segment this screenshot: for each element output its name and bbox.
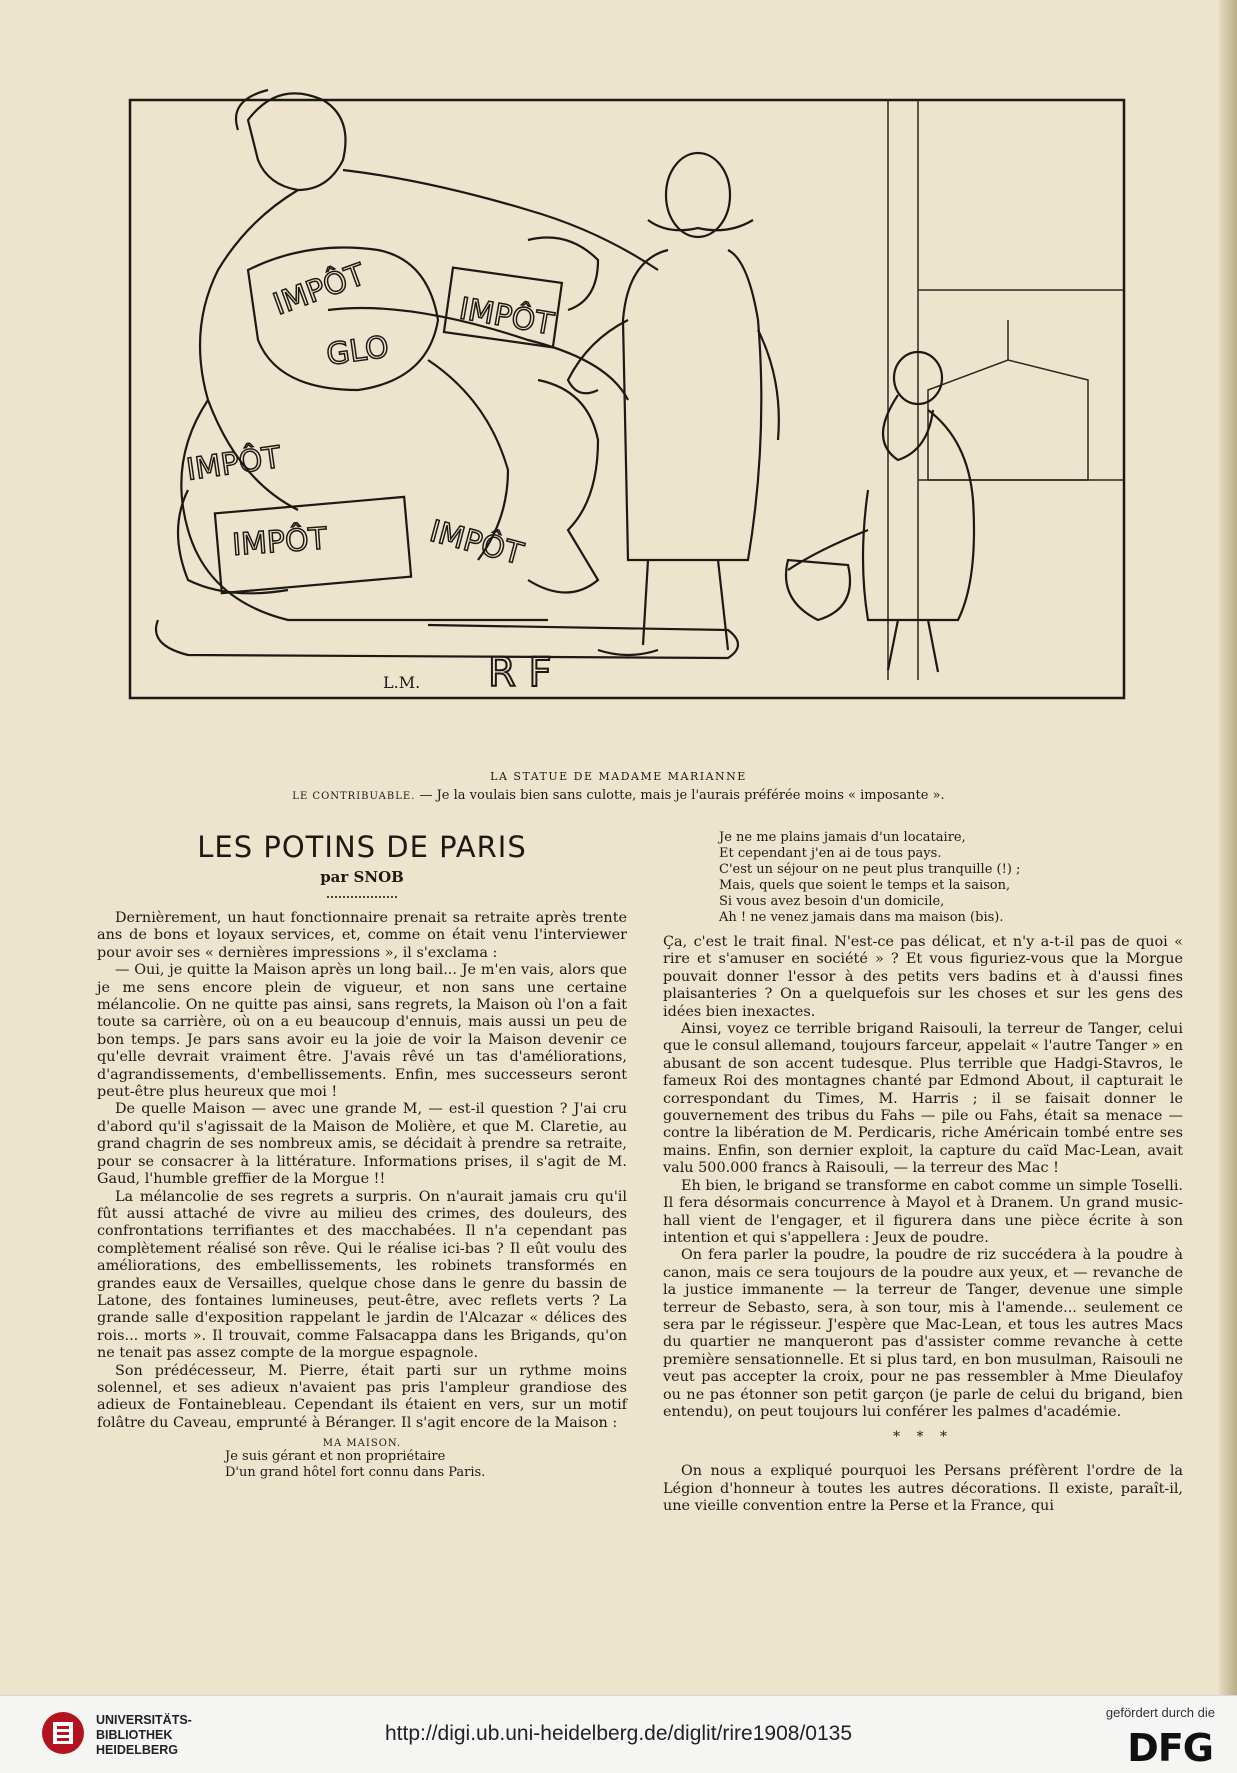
svg-text:IMPÔT: IMPÔT	[231, 521, 329, 563]
base-initials: R F	[488, 650, 552, 696]
svg-text:IMPÔT: IMPÔT	[268, 257, 370, 323]
article-left-column	[97, 830, 627, 1481]
article-byline: par SNOB	[320, 868, 404, 886]
section-asterism: * * *	[893, 1429, 953, 1446]
article-right-column	[663, 830, 1183, 1516]
viewer-footer	[0, 1695, 1237, 1773]
poem-title: MA MAISON.	[322, 1438, 402, 1450]
caption-dialogue	[0, 788, 1237, 803]
svg-text:IMPÔT: IMPÔT	[456, 291, 557, 343]
permalink-url[interactable]: http://digi.ub.uni-heidelberg.de/diglit/rire1908/0135	[385, 1722, 852, 1745]
verse-line: D'un grand hôtel fort connu dans Paris.	[225, 1465, 486, 1481]
poem-verse-right	[663, 830, 1183, 926]
library-name-line: UNIVERSITÄTS-	[96, 1713, 192, 1727]
paragraph: Son prédécesseur, M. Pierre, était parti sur un rythme moins solennel, et ses adieux n'avaient pas pris l'ampleur grandiose des adieux de Fontainebleau. Cependant ils étaient en vers, sur un motif folâtre du Caveau, emprunté à Béranger. Il s'agit encore de la Maison :	[97, 1362, 627, 1431]
paragraph: Dernièrement, un haut fonctionnaire prenait sa retraite après trente ans de bons et loyaux services, et, comme on était venu l'interviewer pour avoir ses « dernières impressions », il s'exclama :	[97, 910, 627, 961]
verse-line: Ah ! ne venez jamais dans ma maison (bis).	[719, 910, 1004, 925]
paragraph: — Oui, je quitte la Maison après un long bail... Je m'en vais, alors que je me sens encore plein de vigueur, et non sans une certaine mélancolie. On ne quitte pas ainsi, sans regrets, la Maison où l'on a fait toute sa carrière, où on a eu beaucoup d'ennuis, mais aussi un peu de bon temps. Je pars sans avoir eu la joie de voir la Maison devenir ce qu'elle devrait vraiment être. J'avais rêvé un tas d'améliorations, d'agrandissements, d'embellissements. Enfin, mes successeurs seront peut-être plus heureux que moi !	[97, 962, 627, 1101]
library-name-line: HEIDELBERG	[96, 1743, 178, 1757]
paragraph: On nous a expliqué pourquoi les Persans préfèrent l'ordre de la Légion d'honneur à toutes les autres décorations. Il existe, paraît-il, une vieille convention entre la Perse et la France, qui	[663, 1463, 1183, 1515]
verse-line: Et cependant j'en ai de tous pays.	[719, 846, 942, 861]
caption-speaker: LE CONTRIBUABLE.	[292, 791, 416, 802]
paragraph: La mélancolie de ses regrets a surpris. On n'aurait jamais cru qu'il fût aussi attaché de vivre au milieu des crimes, des douleurs, des confrontations terrifiantes et des macchabées. Il n'a cependant pas complètement réalisé son rêve. Qui le réalise ici-bas ? Il eût voulu des améliorations, des embellissements, les robinets transformés en grandes eaux de Versailles, quelque chose dans le genre du bassin de Latone, des fontaines lumineuses, peut-être, avec reflets verts ? La grande salle d'exposition rappelant le jardin de l'Alcazar « délices des rois... morts ». Il trouvait, comme Falsacappa dans les Brigands, qu'on ne tenait pas assez compte de la morgue espagnole.	[97, 1188, 627, 1362]
svg-text:GLO: GLO	[324, 329, 392, 373]
library-name-line: BIBLIOTHEK	[96, 1728, 173, 1742]
caption-title: LA STATUE DE MADAME MARIANNE	[490, 770, 747, 783]
svg-text:IMPÔT: IMPÔT	[425, 513, 527, 573]
svg-text:IMPÔT: IMPÔT	[184, 440, 283, 488]
paragraph: Ainsi, voyez ce terrible brigand Raisouli, la terreur de Tanger, celui que le consul allemand, toujours farceur, appelait « l'autre Tanger » en abusant de son accent tudesque. Plus terrible que Hadgi-Stavros, le fameux Roi des montagnes chanté par Edmond About, il capturait le correspondant du Times, M. Harris ; il se faisait donner le gouvernement des tribus du Fahs — pile ou Fahs, était sa menace — contre la libération de M. Perdicaris, riche Américain tombé entre ses mains. Enfin, son dernier exploit, la capture du caïd Mac-Lean, avait valu 500.000 francs à Raisouli, — la terreur des Mac !	[663, 1021, 1183, 1177]
cartoon-illustration	[128, 60, 1128, 760]
verse-line: Je ne me plains jamais d'un locataire,	[719, 830, 966, 845]
illustration-signature: L.M.	[383, 673, 421, 692]
funding-note: gefördert durch die	[1105, 1705, 1215, 1720]
verse-line: Je suis gérant et non propriétaire	[225, 1449, 446, 1465]
article-headline: LES POTINS DE PARIS	[197, 830, 527, 864]
poem-verse-left	[97, 1449, 627, 1481]
page-edge	[1219, 0, 1237, 1695]
verse-line: Si vous avez besoin d'un domicile,	[719, 894, 945, 909]
caption-text: — Je la voulais bien sans culotte, mais je l'aurais préférée moins « imposante ».	[415, 788, 945, 803]
byline-rule	[327, 890, 397, 898]
verse-line: Mais, quels que soient le temps et la saison,	[719, 878, 1011, 893]
verse-line: C'est un séjour on ne peut plus tranquille (!) ;	[719, 862, 1021, 877]
paragraph: Eh bien, le brigand se transforme en cabot comme un simple Toselli. Il fera désormais concurrence à Mayol et à Dranem. Un grand music-hall vient de l'engager, et il figurera dans une pièce écrite à son intention et qui s'appellera : Jeux de poudre.	[663, 1177, 1183, 1246]
paragraph: Ça, c'est le trait final. N'est-ce pas délicat, et n'y a-t-il pas de quoi « rire et s'amuser en société » ? Et vous figuriez-vous que la Morgue pouvait donner l'essor à des petits vers badins et à d'aussi fines plaisanteries ? On a quelquefois sur les choses et sur les gens des idées bien inexactes.	[663, 934, 1183, 1020]
dfg-logo: DFG	[1127, 1726, 1213, 1770]
paragraph: On fera parler la poudre, la poudre de riz succédera à la poudre à canon, mais ce sera toujours de la poudre aux yeux, et — revanche de la justice immanente — la terreur de Tanger, devenue une simple terreur de Sebasto, sera, à son tour, mis à l'amende... seulement ce sera par le régisseur. J'espère que Mac-Lean, et tous les autres Macs du quartier ne manqueront pas d'assister comme revanche à cette première sensationnelle. Et si plus tard, en bon musulman, Raisouli ne veut pas accepter la croix, pour ne pas ressembler à Mme Dieulafoy ou ne pas étonner son petit garçon (je parle de celui du brigand, bien entendu), on peut toujours lui conférer les palmes d'académie.	[663, 1247, 1183, 1420]
paragraph: De quelle Maison — avec une grande M, — est-il question ? J'ai cru d'abord qu'il s'agissait de la Maison de Molière, et que M. Claretie, au grand chagrin de ses nombreux amis, se décidait à prendre sa retraite, pour se consacrer à la littérature. Informations prises, il s'agit de M. Gaud, l'humble greffier de la Morgue !!	[97, 1101, 627, 1188]
